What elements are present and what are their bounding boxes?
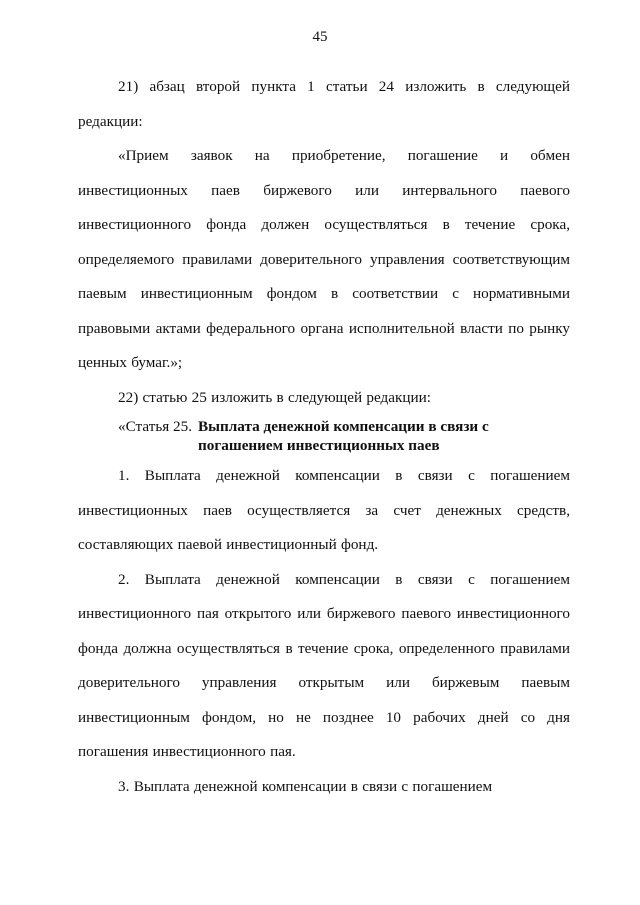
amendment-22: 22) статью 25 изложить в следующей редакции: <box>118 388 431 406</box>
article-title-line-1: Выплата денежной компенсации в связи с <box>198 418 489 435</box>
article-number: «Статья 25. <box>118 418 193 435</box>
article-heading <box>78 417 570 455</box>
article-25-part-3: 3. Выплата денежной компенсации в связи с погашением <box>118 777 493 795</box>
article-25-part-1: 1. Выплата денежной компенсации в связи с погашением инвестиционных паев осуществляется за счет денежных средств, составляющих паевой инвестиционный фонд. <box>78 467 570 553</box>
document-body <box>78 70 570 804</box>
page-number: 45 <box>312 29 328 45</box>
article-title-line-2: погашением инвестиционных паев <box>198 437 440 454</box>
quoted-text-article-24: «Прием заявок на приобретение, погашение и обмен инвестиционных паев биржевого или интервального паевого инвестиционного фонда должен осуществляться в течение срока, определяемого правилами доверительного управления соответствующим паевым инвестиционным фондом в соответствии с нормативными правовыми актами федерального органа исполнительной власти по рынку ценных бумаг.»; <box>78 147 570 371</box>
amendment-21: 21) абзац второй пункта 1 статьи 24 изложить в следующей редакции: <box>78 78 570 130</box>
article-25-part-2: 2. Выплата денежной компенсации в связи с погашением инвестиционного пая открытого или биржевого паевого инвестиционного фонда должна осуществляться в течение срока, определенного правилами доверительного управления открытым или биржевым паевым инвестиционным фондом, но не позднее 10 рабочих дней со дня погашения инвестиционного пая. <box>78 570 570 760</box>
article-title <box>198 417 489 455</box>
